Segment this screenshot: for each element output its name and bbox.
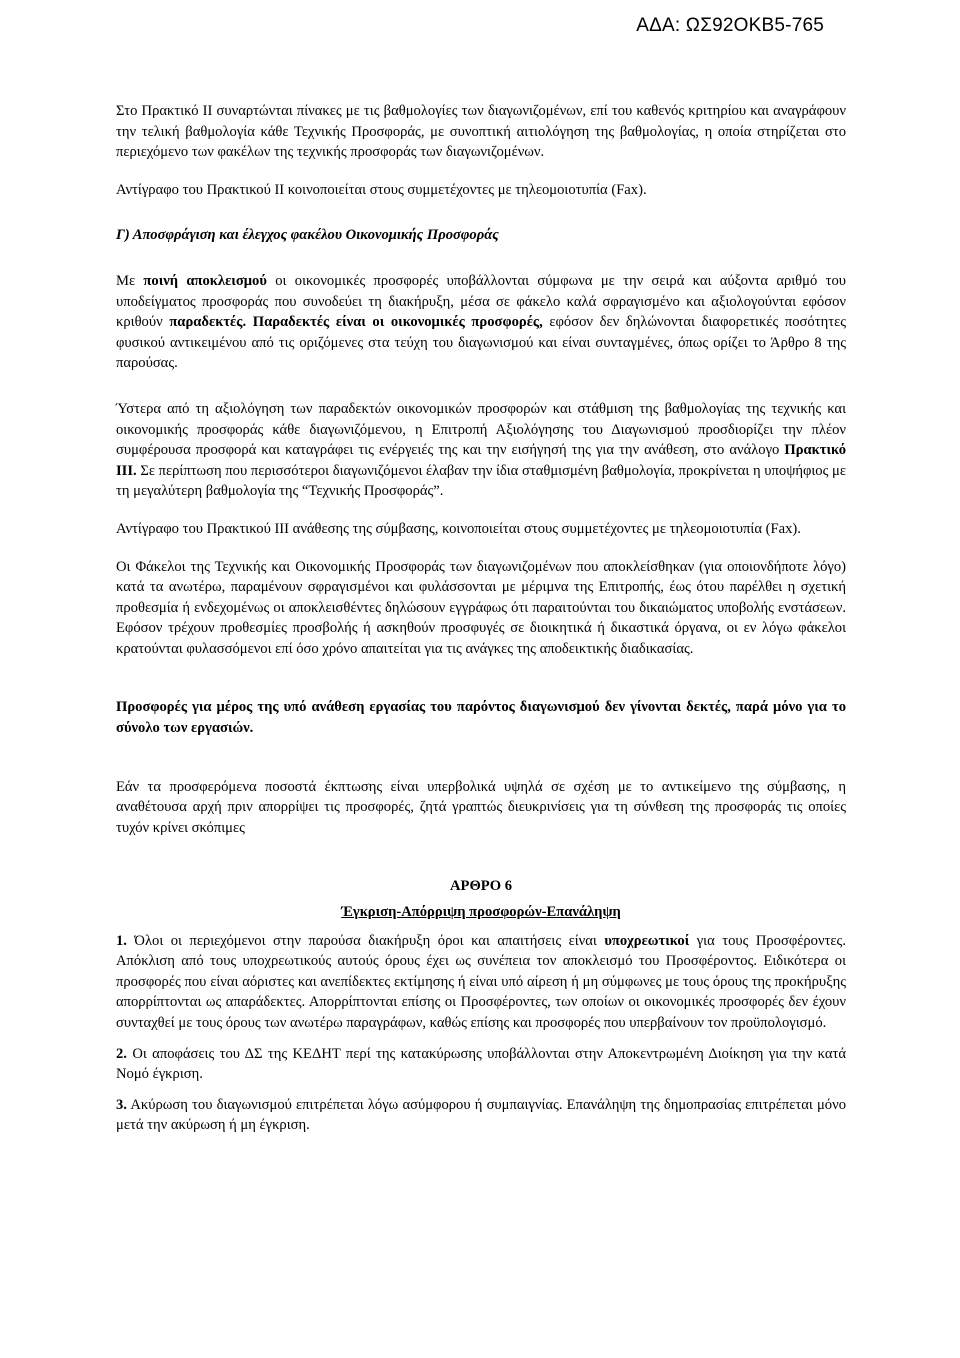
paragraph-discount: Εάν τα προσφερόμενα ποσοστά έκπτωσης είναι υπερβολικά υψηλά σε σχέση με το αντικείμενο της σύμβασης, η αναθέτουσα αρχή πριν απορρίψει τις προσφορές, ζητά γραπτώς διευκρινίσεις για τη σύνθεση της προσφοράς τις οποίες τυχόν κρίνει σκόπιμες [116, 778, 846, 836]
document-body [116, 101, 846, 1136]
ada-code: ΑΔΑ: ΩΣ92ΟΚΒ5-765 [636, 15, 824, 36]
paragraph-copy-minutes-ii: Αντίγραφο του Πρακτικού ΙΙ κοινοποιείται στους συμμετέχοντες με τηλεομοιοτυπία (Fax). [116, 181, 647, 198]
section-heading-c: Γ) Αποσφράγιση και έλεγχος φακέλου Οικονομικής Προσφοράς [116, 227, 499, 244]
paragraph-copy-minutes-iii: Αντίγραφο του Πρακτικού ΙΙΙ ανάθεσης της σύμβασης, κοινοποιείται στους συμμετέχοντες με τηλεομοιοτυπία (Fax). [116, 520, 801, 537]
paragraph-evaluation: Ύστερα από τη αξιολόγηση των παραδεκτών οικονομικών προσφορών και στάθμιση της βαθμολογίας της τεχνικής και οικονομικής προσφοράς κάθε διαγωνιζόμενου, η Επιτροπή Αξιολόγησης του Διαγωνισμού προσδιορίζει την πλέον συμφέρουσα προσφορά και καταγράφει τις ενέργειές της και την εισήγησή της για την ανάθεση, στο ανάλογο Πρακτικό ΙΙΙ. Σε περίπτωση που περισσότεροι διαγωνιζόμενοι έλαβαν την ίδια σταθμισμένη βαθμολογία, προκρίνεται η υποψήφιος με τη μεγαλύτερη βαθμολογία της “Τεχνικής Προσφοράς”. [116, 400, 846, 500]
article-item-2: 2. Οι αποφάσεις του ΔΣ της ΚΕΔΗΤ περί της κατακύρωσης υποβάλλονται στην Αποκεντρωμένη Διοίκηση για την κατά Νομό έγκριση. [116, 1045, 846, 1083]
paragraph-partial-offers: Προσφορές για μέρος της υπό ανάθεση εργασίας του παρόντος διαγωνισμού δεν γίνονται δεκτές, παρά μόνο για το σύνολο των εργασιών. [116, 699, 846, 737]
paragraph-excluded-folders: Οι Φάκελοι της Τεχνικής και Οικονομικής Προσφοράς των διαγωνιζομένων που αποκλείσθηκαν (για οποιονδήποτε λόγο) κατά τα ανωτέρω, παραμένουν σφραγισμένοι και φυλάσσονται με μέριμνα της Επιτροπής, έως ότου παρέλθει η σχετική προθεσμία ή ενδεχομένως οι αποκλεισθέντες δηλώσουν εγγράφως ότι παραιτούνται του δικαιώματος υποβολής ενστάσεων. Εφόσον τρέχουν προθεσμίες προσβολής ή ασκηθούν προσφυγές σε διοικητικά ή δικαστικά όργανα, οι εν λόγω φάκελοι κρατούνται φυλασσόμενοι επί όσο χρόνο απαιτείται για τις ανάγκες της αποδεικτικής διαδικασίας. [116, 558, 846, 657]
article-item-1: 1. Όλοι οι περιεχόμενοι στην παρούσα διακήρυξη όροι και απαιτήσεις είναι υποχρεωτικοί για τους Προσφέροντες. Απόκλιση από τους υποχρεωτικούς αυτούς όρους έχει ως συνέπεια τον αποκλεισμό του Προσφέροντος. Ειδικότερα οι προσφορές που είναι αόριστες και ανεπίδεκτες εκτίμησης ή είναι υπό αίρεση ή μη σύμφωνες με τους όρους της προκήρυξης απορρίπτονται ως απαράδεκτες. Απορρίπτονται επίσης οι Προσφέροντες, των οποίων οι οικονομικές προσφορές δεν έχουν συνταχθεί με τους όρους των ανωτέρω παραγράφων, καθώς επίσης και προσφορές που υπερβαίνουν τον προϋπολογισμό. [116, 932, 846, 1031]
article-title: ΑΡΘΡΟ 6 [449, 878, 513, 895]
paragraph-financial-offers: Με ποινή αποκλεισμού οι οικονομικές προσφορές υποβάλλονται σύμφωνα με την σειρά και αύξοντα αριθμό του υποδείγματος προσφοράς που συνοδεύει τη διακήρυξη, μέσα σε φάκελο καλά σφραγισμένο και αξιολογούνται εφόσον κριθούν παραδεκτές. Παραδεκτές είναι οι οικονομικές προσφορές, εφόσον δεν δηλώνονται διαφορετικές ποσότητες φυσικού αντικειμένου από τις οριζόμενες στα τεύχη του διαγωνισμού και είναι συνταγμένες, όπως ορίζει το Άρθρο 8 της παρούσας. [116, 272, 846, 372]
article-item-3: 3. Ακύρωση του διαγωνισμού επιτρέπεται λόγω ασύμφορου ή συμπαιγνίας. Επανάληψη της δημοπρασίας επιτρέπεται μόνο μετά την ακύρωση ή μη έγκριση. [116, 1096, 846, 1134]
paragraph-minutes-ii: Στο Πρακτικό ΙΙ συναρτώνται πίνακες με τις βαθμολογίες των διαγωνιζομένων, επί του καθενός κριτηρίου και αναγράφουν την τελική βαθμολογία κάθε Τεχνικής Προσφοράς, με συνοπτική αιτιολόγηση της βαθμολογίας, η οποία στηρίζεται στο περιεχόμενο των φακέλων της τεχνικής προσφοράς των διαγωνιζομένων. [116, 103, 846, 161]
article-subtitle: Έγκριση-Απόρριψη προσφορών-Επανάληψη [341, 904, 621, 921]
